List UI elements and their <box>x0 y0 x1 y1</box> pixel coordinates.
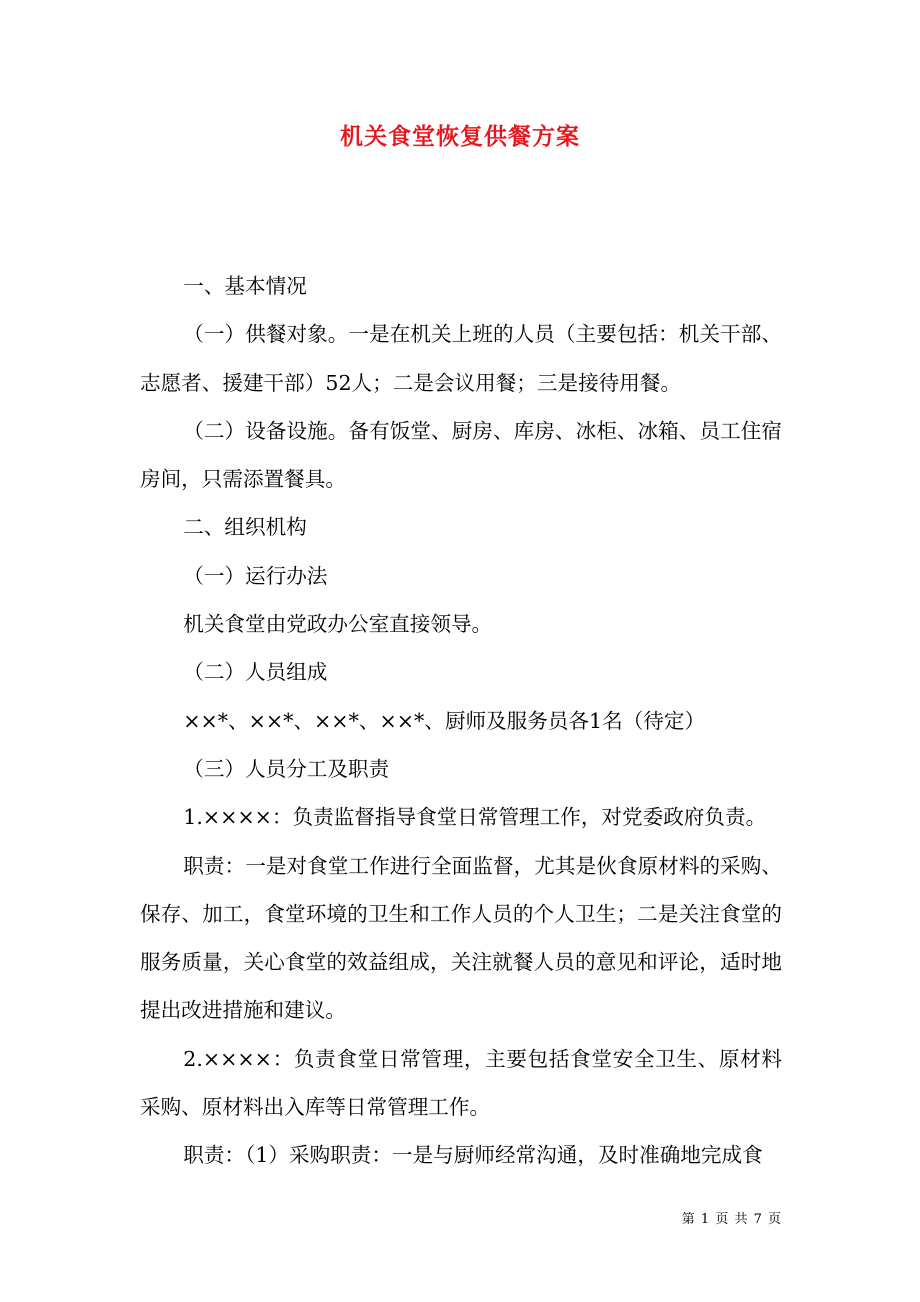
subheading-staff-composition: （二）人员组成 <box>183 660 328 685</box>
document-title: 机关食堂恢复供餐方案 <box>340 123 580 150</box>
paragraph-staff-list: ××*、××*、××*、××*、厨师及服务员各1名（待定） <box>183 708 706 733</box>
page-number: 第 1 页 共 7 页 <box>681 1212 782 1227</box>
paragraph-role-2: 2.××××：负责食堂日常管理，主要包括食堂安全卫生、原材料采购、原材料出入库等日常管理工作。 <box>140 1046 782 1120</box>
subheading-duties: （三）人员分工及职责 <box>183 756 390 781</box>
subheading-operation-method: （一）运行办法 <box>183 563 328 588</box>
document-body <box>140 262 782 1180</box>
paragraph-leadership: 机关食堂由党政办公室直接领导。 <box>183 612 493 637</box>
paragraph-role-1-duties: 职责：一是对食堂工作进行全面监督，尤其是伙食原材料的采购、保存、加工，食堂环境的卫生和工作人员的个人卫生；二是关注食堂的服务质量，关心食堂的效益组成，关注就餐人员的意见和评论，适时地提出改进措施和建议。 <box>140 853 782 1023</box>
section-heading-basic-info: 一、基本情况 <box>183 274 307 298</box>
paragraph-meal-targets: （一）供餐对象。一是在机关上班的人员（主要包括：机关干部、志愿者、援建干部）52人；二是会议用餐；三是接待用餐。 <box>140 322 782 395</box>
paragraph-role-2-duties: 职责：（1）采购职责：一是与厨师经常沟通，及时准确地完成食 <box>183 1143 763 1168</box>
section-heading-organization: 二、组织机构 <box>183 515 307 540</box>
paragraph-role-1: 1.××××：负责监督指导食堂日常管理工作，对党委政府负责。 <box>183 805 767 830</box>
paragraph-facilities: （二）设备设施。备有饭堂、厨房、库房、冰柜、冰箱、员工住宿房间，只需添置餐具。 <box>140 418 782 492</box>
